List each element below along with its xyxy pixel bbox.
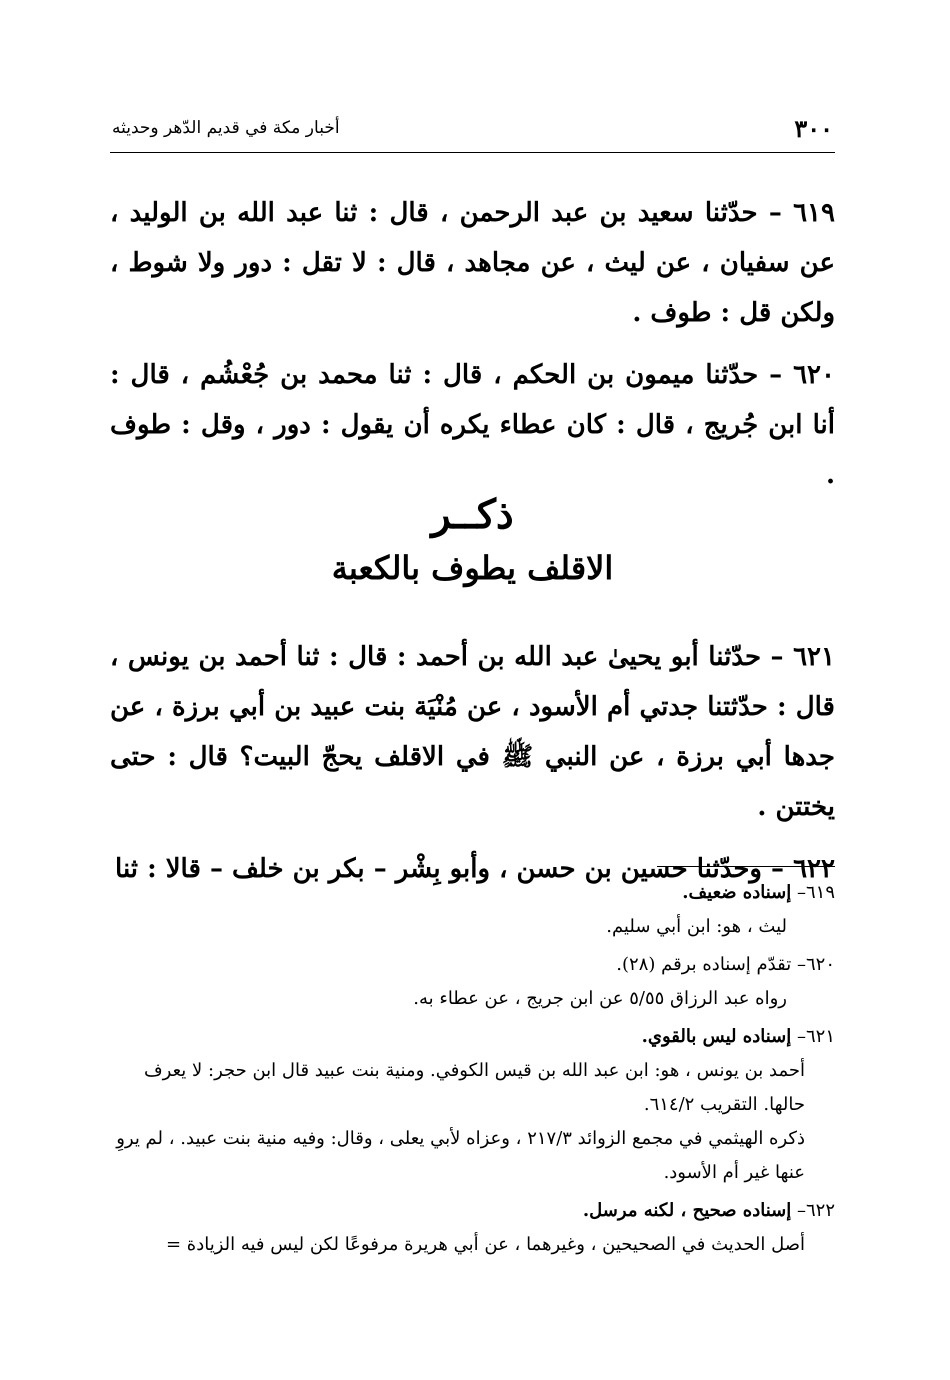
footnote-line: رواه عبد الرزاق ٥/٥٥ عن ابن جريج ، عن عطاء به.: [413, 988, 787, 1009]
hadith-text: – وحدّثنا حسين بن حسن ، وأبو بِشْر – بكر بن خلف – قالا : ثنا: [115, 854, 785, 884]
page-number: ٣٠٠: [794, 114, 833, 143]
footnote-line: أحمد بن يونس ، هو: ابن عبد الله بن قيس الكوفي. ومنية بنت عبيد قال ابن حجر: لا يعرف حالها. التقريب ٦١٤/٢.: [144, 1060, 805, 1115]
hadith-number: ٦٢١: [793, 642, 835, 672]
hadith-number: ٦٢٠: [793, 360, 835, 390]
section-heading: [110, 488, 835, 594]
main-text-bottom: [110, 632, 835, 906]
footnote-line: ليث ، هو: ابن أبي سليم.: [606, 916, 787, 937]
footnote-number: ٦١٩–: [796, 882, 835, 903]
hadith-621: [110, 632, 835, 832]
hadith-number: ٦٢٢: [793, 854, 835, 884]
footnote-head: إسناده صحيح ، لكنه مرسل.: [582, 1200, 792, 1221]
main-text-top: [110, 188, 835, 512]
running-title: أخبار مكة في قديم الدّهر وحديثه: [112, 118, 340, 138]
hadith-619: [110, 188, 835, 338]
hadith-text: – حدّثنا ميمون بن الحكم ، قال : ثنا محمد بن جُعْشُم ، قال : أنا ابن جُريج ، قال : كان عطاء يكره أن يقول : دور ، وقل : طوف .: [110, 360, 835, 490]
section-title: ذكــر: [431, 491, 514, 538]
footnotes: [110, 876, 835, 1266]
footnote-line: أصل الحديث في الصحيحين ، وغيرهما ، عن أبي هريرة مرفوعًا لكن ليس فيه الزيادة =: [165, 1234, 805, 1255]
page-header: [110, 112, 835, 153]
footnote-621: [110, 1020, 835, 1190]
hadith-text: – حدّثنا أبو يحيىٰ عبد الله بن أحمد : قال : ثنا أحمد بن يونس ، قال : حدّثتنا جدتي أم الأسود ، عن مُنْيَة بنت عبيد بن أبي برزة ، عن جدها أبي برزة ، عن النبي ﷺ في الاقلف يحجّ البيت؟ قال : حتى يختتن .: [110, 642, 835, 822]
hadith-text: – حدّثنا سعيد بن عبد الرحمن ، قال : ثنا عبد الله بن الوليد ، عن سفيان ، عن ليث ، عن مجاهد ، قال : لا تقل : دور ولا شوط ، ولكن قل : طوف .: [110, 198, 835, 328]
footnote-divider: [657, 866, 835, 867]
footnote-number: ٦٢٠–: [796, 954, 835, 975]
footnote-head: تقدّم إسناده برقم (٢٨).: [616, 954, 792, 975]
footnote-head: إسناده ليس بالقوي.: [641, 1026, 792, 1047]
footnote-head: إسناده ضعيف.: [682, 882, 792, 903]
footnote-622: [110, 1194, 835, 1262]
footnote-number: ٦٢١–: [796, 1026, 835, 1047]
hadith-620: [110, 350, 835, 500]
hadith-number: ٦١٩: [793, 198, 835, 228]
footnote-line: ذكره الهيثمي في مجمع الزوائد ٢١٧/٣ ، وعزاه لأبي يعلى ، وقال: وفيه منية بنت عبيد. ، لم يروِ عنها غير أم الأسود.: [116, 1128, 805, 1183]
footnote-620: [110, 948, 835, 1016]
footnote-619: [110, 876, 835, 944]
section-subtitle: الاقلف يطوف بالكعبة: [331, 549, 614, 587]
footnote-number: ٦٢٢–: [796, 1200, 835, 1221]
